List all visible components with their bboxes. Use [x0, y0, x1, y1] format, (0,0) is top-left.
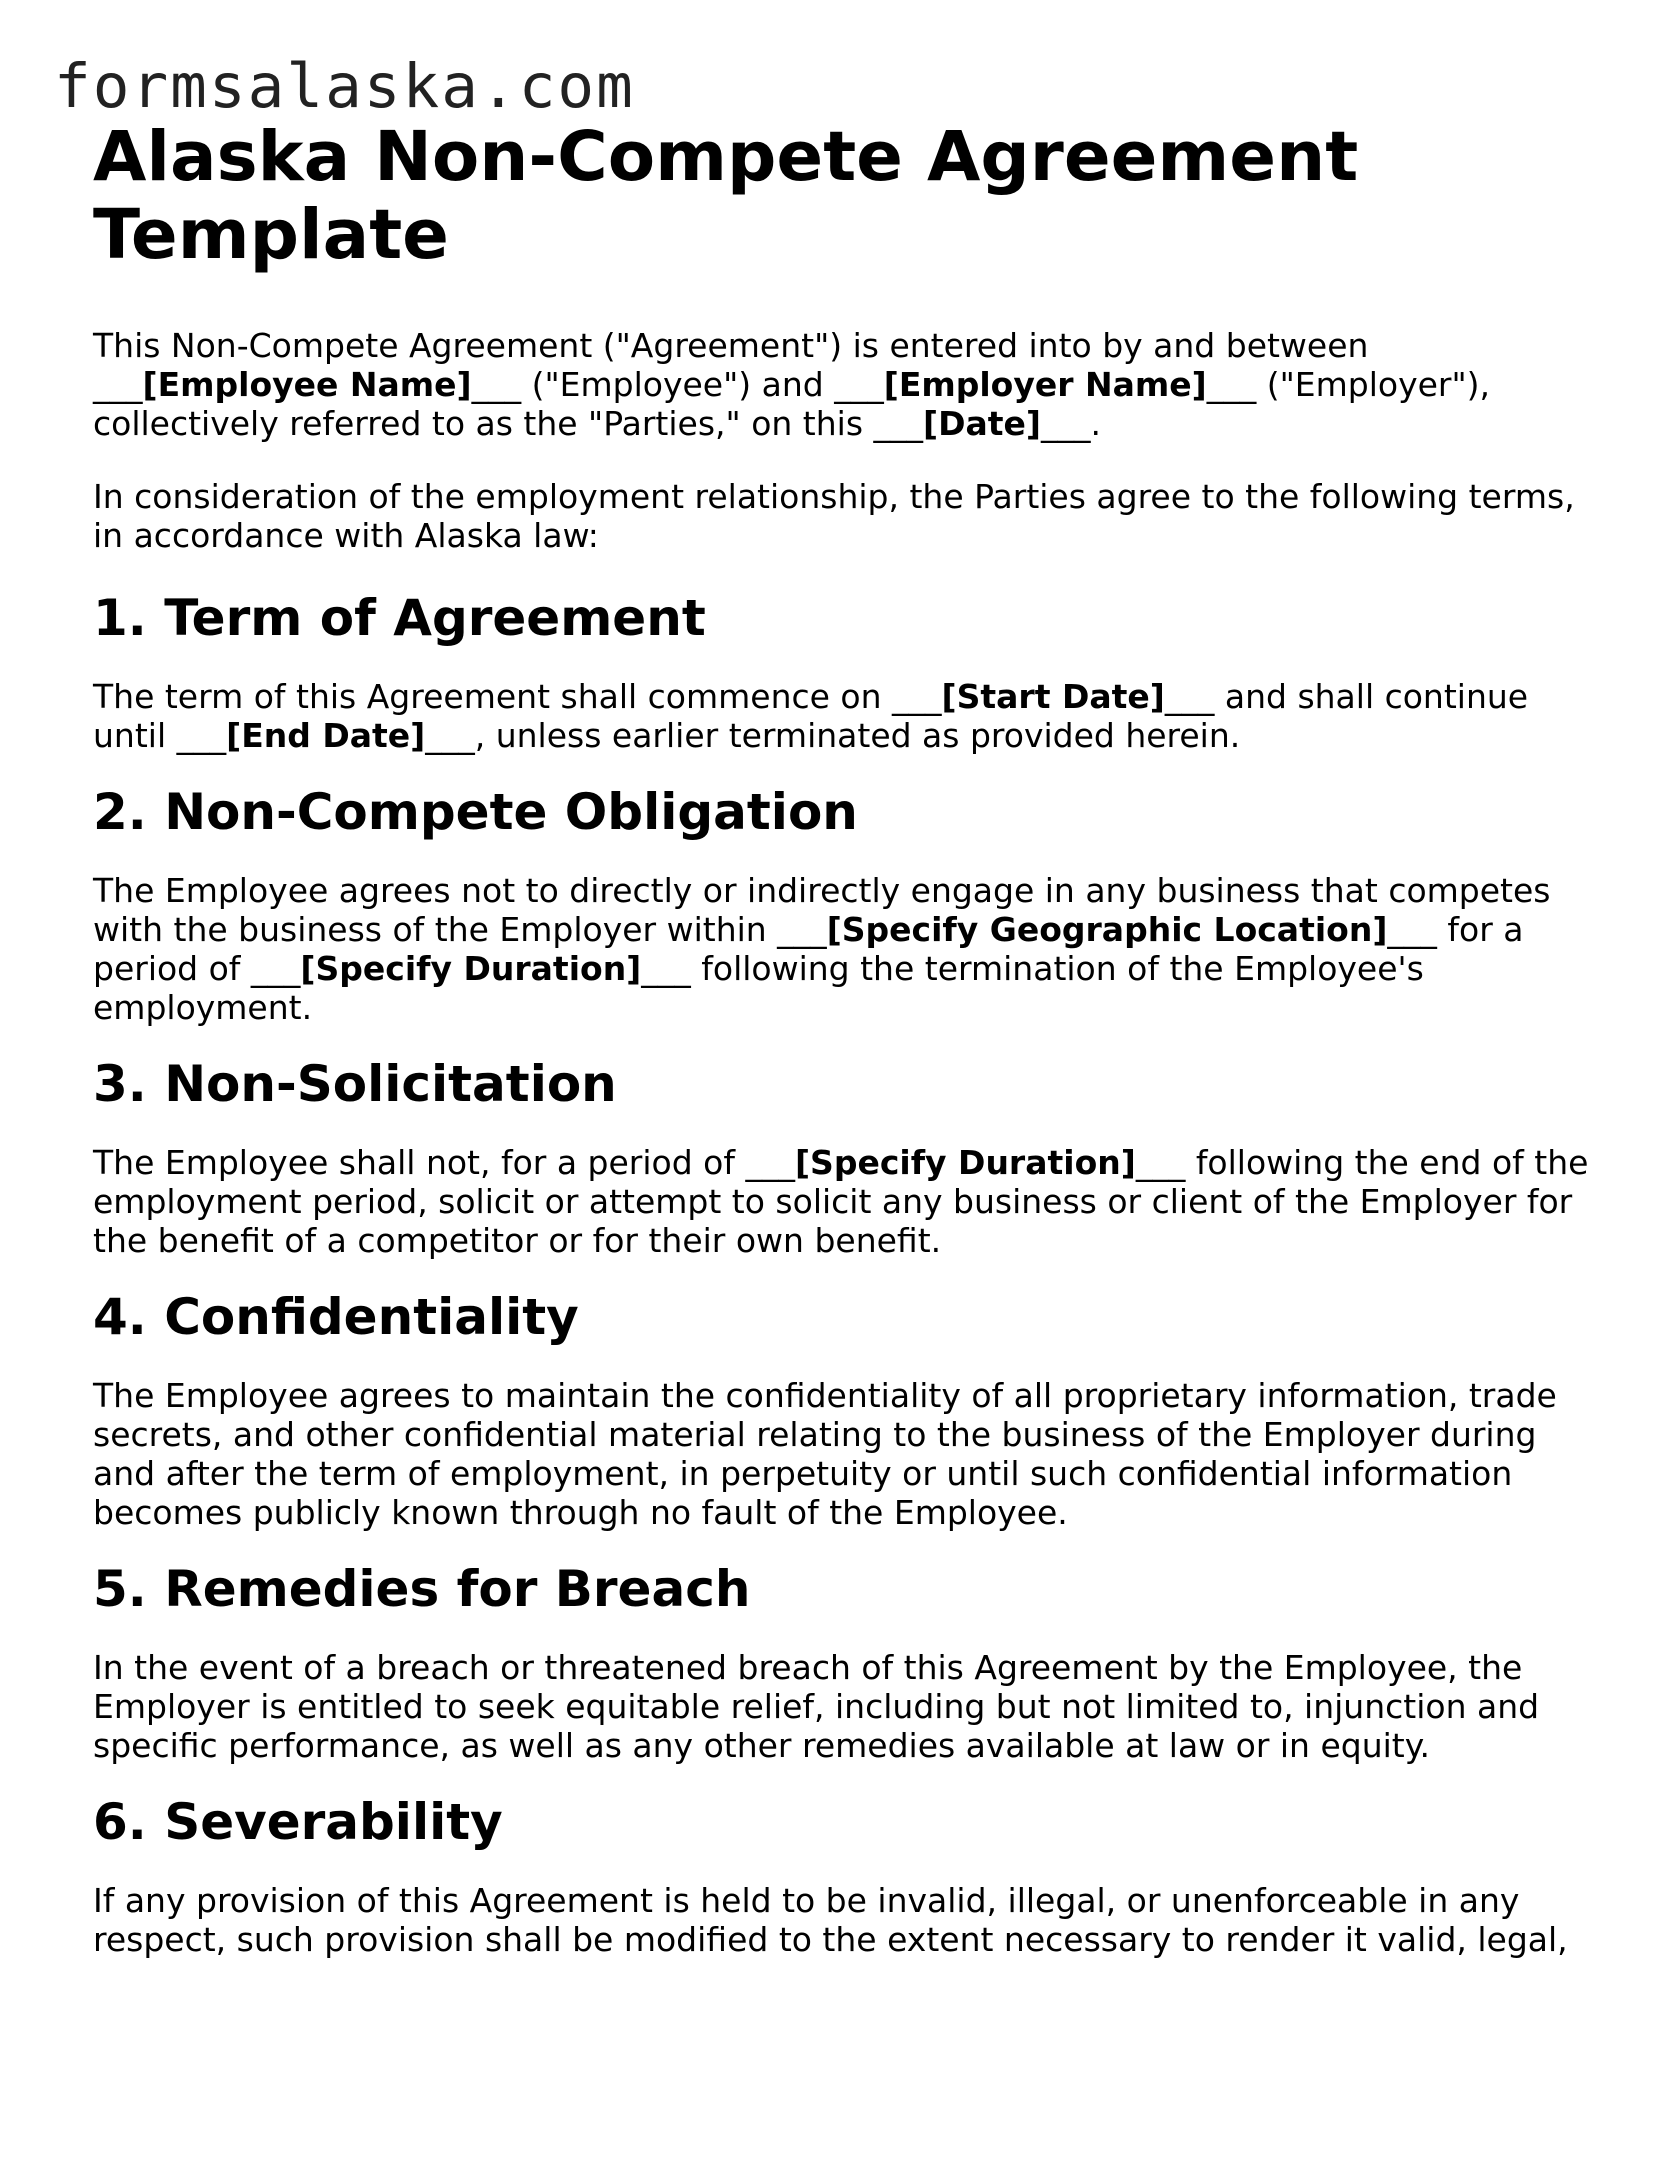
text-run: The Employee agrees to maintain the confidentiality of all proprietary information, trade secrets, and other confidential material relating to the business of the Employer during and after the term of employment, in perpetuity or until such confidential information becomes publicly known through no fault of the Employee.: [93, 1376, 1557, 1532]
text-run: ___ following the end of the employment period, solicit or attempt to solicit any business or client of the Employer for the benefit of a competitor or for their own benefit.: [93, 1143, 1589, 1260]
text-run: In consideration of the employment relationship, the Parties agree to the following terms, in accordance with Alaska law:: [93, 477, 1575, 555]
text-run: ___ ("Employer"), collectively referred to as the "Parties," on this ___: [93, 365, 1491, 443]
text-run: The Employee shall not, for a period of ___: [93, 1143, 795, 1182]
text-run: In the event of a breach or threatened breach of this Agreement by the Employee, the Employer is entitled to seek equitable relief, including but not limited to, injunction and specific performance, as well as any other remedies available at law or in equity.: [93, 1648, 1540, 1765]
text-run: ___ for a period of ___: [93, 910, 1524, 988]
section-heading: 3. Non-Solicitation: [93, 1055, 617, 1113]
placeholder-field: [Date]: [923, 404, 1041, 443]
text-run: This Non-Compete Agreement ("Agreement") is entered into by and between ___: [93, 326, 1369, 404]
section-body: [93, 1648, 1593, 1765]
intro-paragraph-2: [93, 477, 1593, 555]
section-heading: 1. Term of Agreement: [93, 589, 706, 647]
text-run: ___ following the termination of the Employee's employment.: [93, 949, 1424, 1027]
section-heading: 6. Severability: [93, 1793, 503, 1851]
section-5: [93, 1560, 1593, 1765]
section-6: [93, 1793, 1593, 1959]
section-body: [93, 871, 1593, 1027]
text-run: ___ ("Employee") and ___: [471, 365, 884, 404]
placeholder-field: [Specify Duration]: [300, 949, 642, 988]
section-3: [93, 1055, 1593, 1260]
section-1: [93, 589, 1593, 755]
section-body: [93, 1881, 1593, 1959]
site-watermark: formsalaska.com: [54, 51, 635, 122]
section-body: [93, 677, 1593, 755]
placeholder-field: [Specify Duration]: [794, 1143, 1136, 1182]
intro-paragraph-1: [93, 326, 1593, 443]
placeholder-field: [Start Date]: [941, 677, 1165, 716]
section-heading: 2. Non-Compete Obligation: [93, 783, 858, 841]
text-run: ___ and shall continue until ___: [93, 677, 1529, 755]
sections: [93, 589, 1593, 1959]
text-run: The term of this Agreement shall commence on ___: [93, 677, 942, 716]
section-heading: 5. Remedies for Breach: [93, 1560, 751, 1618]
text-run: The Employee agrees not to directly or indirectly engage in any business that competes with the business of the Employer within ___: [93, 871, 1551, 949]
document-body: [93, 118, 1593, 1987]
text-run: ___.: [1040, 404, 1101, 443]
placeholder-field: [Employee Name]: [142, 365, 472, 404]
placeholder-field: [End Date]: [226, 716, 426, 755]
section-body: [93, 1143, 1593, 1260]
section-body: [93, 1376, 1593, 1532]
text-run: ___, unless earlier terminated as provided herein.: [425, 716, 1241, 755]
page-title: Alaska Non-Compete Agreement Template: [93, 117, 1359, 275]
section-4: [93, 1288, 1593, 1532]
text-run: If any provision of this Agreement is held to be invalid, illegal, or unenforceable in any respect, such provision shall be modified to the extent necessary to render it valid, legal,: [93, 1881, 1568, 1959]
placeholder-field: [Specify Geographic Location]: [826, 910, 1388, 949]
intro: [93, 326, 1593, 555]
section-heading: 4. Confidentiality: [93, 1288, 579, 1346]
placeholder-field: [Employer Name]: [883, 365, 1207, 404]
section-2: [93, 783, 1593, 1027]
